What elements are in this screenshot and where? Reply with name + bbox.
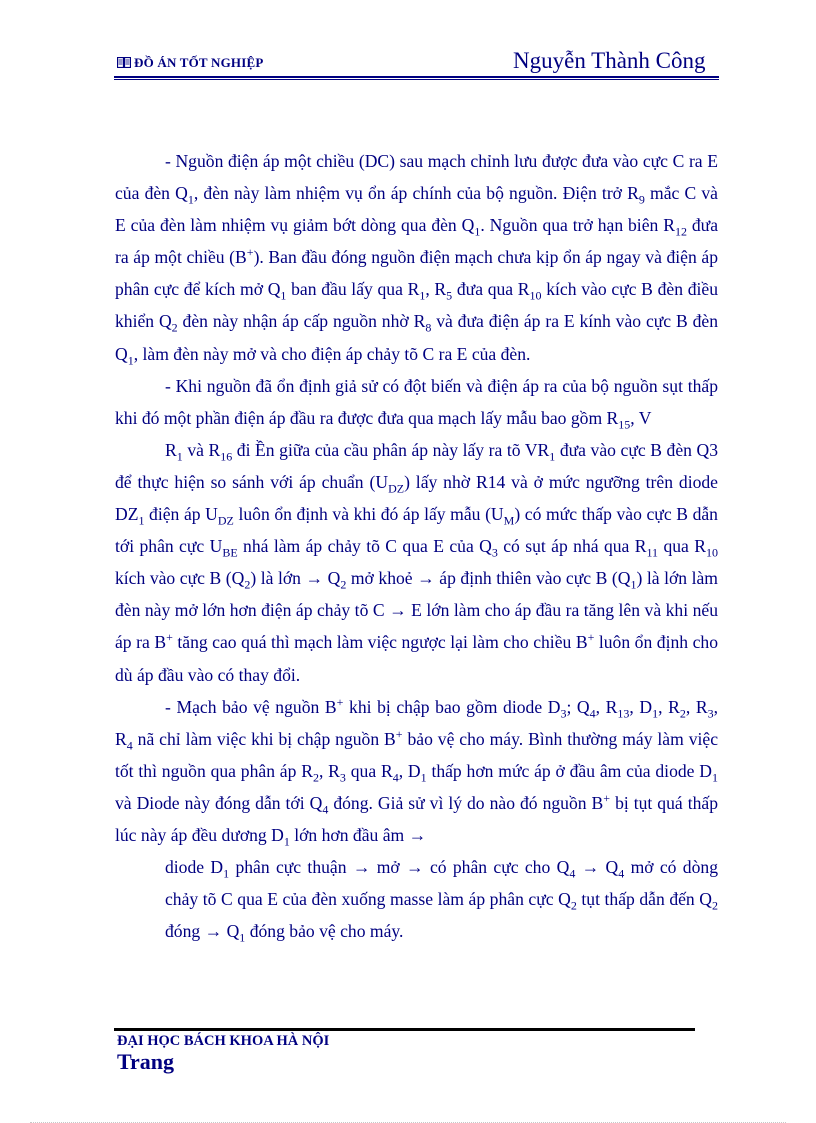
paragraph-4: - Mạch bảo vệ nguồn B+ khi bị chập bao gồm diode $D_3$; $Q_4$, $R_{13}$, $D_1$, $R_2$, $R_3$, $R_4$ nã chỉ làm việc khi bị chập nguồn B+ bảo vệ cho máy. Bình thường máy làm việc tốt thì nguồn qua phân áp $R_2$, $R_3$ qua $R_4$, $D_1$ thấp hơn mức áp ở đầu âm của diode $D_1$ và Diode này đóng dẫn tới $Q_4$ đóng. Giả sử vì lý do nào đó nguồn B+ bị tụt quá thấp lúc này áp đều dương $D_1$ lớn hơn đầu âm →	[115, 694, 719, 849]
header-title-text: ĐỒ ÁN TỐT NGHIỆP	[134, 55, 264, 70]
footer-page-label: Trang	[117, 1049, 175, 1074]
author-name: Nguyễn Thành Công	[513, 48, 706, 73]
footer-rule	[114, 1028, 695, 1031]
paragraph-5: diode $D_1$ phân cực thuận → mở → có phân cực cho $Q_4 \to Q_4$ mở có dòng chảy tõ C qua E của đèn xuống masse làm áp phân cực $Q_2$ tụt thấp dẫn đến $Q_2$ đóng → $Q_1$ đóng bảo vệ cho máy.	[165, 857, 718, 945]
paragraph-3: $R_1$ và $R_{16}$ đi Ền giữa của cầu phân áp này lấy ra tõ $VR_1$ đưa vào cực B đèn Q3 để thực hiện so sánh với áp chuẩn $(U_{DZ})$ lấy nhờ R14 và ở mức ngưỡng trên diode $DZ_1$ điện áp $U_{DZ}$ luôn ổn định và khi đó áp lấy mẫu $(U_M)$ có mức thấp vào cực B dẫn tới phân cực $U_{BE}$ nhá làm áp chảy tõ C qua E của $Q_3$ có sụt áp nhá qua $R_{11}$ qua $R_{10}$ kích vào cực B $(Q_2)$ là lớn → $Q_2$ mở khoẻ → áp định thiên vào cực B $(Q_1)$ là lớn làm đèn này mở lớn hơn điện áp chảy tõ C → E lớn làm cho áp đầu ra tăng lên và khi nếu áp ra B+ tăng cao quá thì mạch làm việc ngược lại làm cho chiều B+ luôn ổn định cho dù áp đầu vào có thay đổi.	[115, 439, 719, 685]
header-rule	[114, 76, 719, 78]
paragraph-2: - Khi nguồn đã ổn định giả sử có đột biến và điện áp ra của bộ nguồn sụt thấp khi đó một phần điện áp đầu ra được đưa qua mạch lấy mẫu bao gồm $R_{15}$, V	[115, 375, 718, 432]
paragraph-1: - Nguồn điện áp một chiều (DC) sau mạch chỉnh lưu được đưa vào cực C ra E của đèn $Q_1$, đèn này làm nhiệm vụ ổn áp chính của bộ nguồn. Điện trở $R_9$ mắc C và E của đèn làm nhiệm vụ giảm bớt dòng qua đèn $Q_1$. Nguồn qua trở hạn biên $R_{12}$ đưa ra áp một chiều (B+). Ban đầu đóng nguồn điện mạch chưa kịp ổn áp ngay và điện áp phân cực để kích mở $Q_1$ ban đầu lấy qua $R_1$, $R_5$ đưa qua $R_{10}$ kích vào cực B đèn điều khiển $Q_2$ đèn này nhận áp cấp nguồn nhờ $R_8$ và đưa điện áp ra E kính vào cực B đèn $Q_1$, làm đèn này mở và cho điện áp chảy tõ C ra E của đèn.	[115, 151, 718, 368]
header-title	[117, 55, 264, 71]
document-body	[115, 145, 718, 947]
header-rule-thin	[114, 79, 719, 80]
footer-university: ĐẠI HỌC BÁCH KHOA HÀ NỘI	[117, 1033, 330, 1049]
book-icon	[117, 57, 131, 68]
